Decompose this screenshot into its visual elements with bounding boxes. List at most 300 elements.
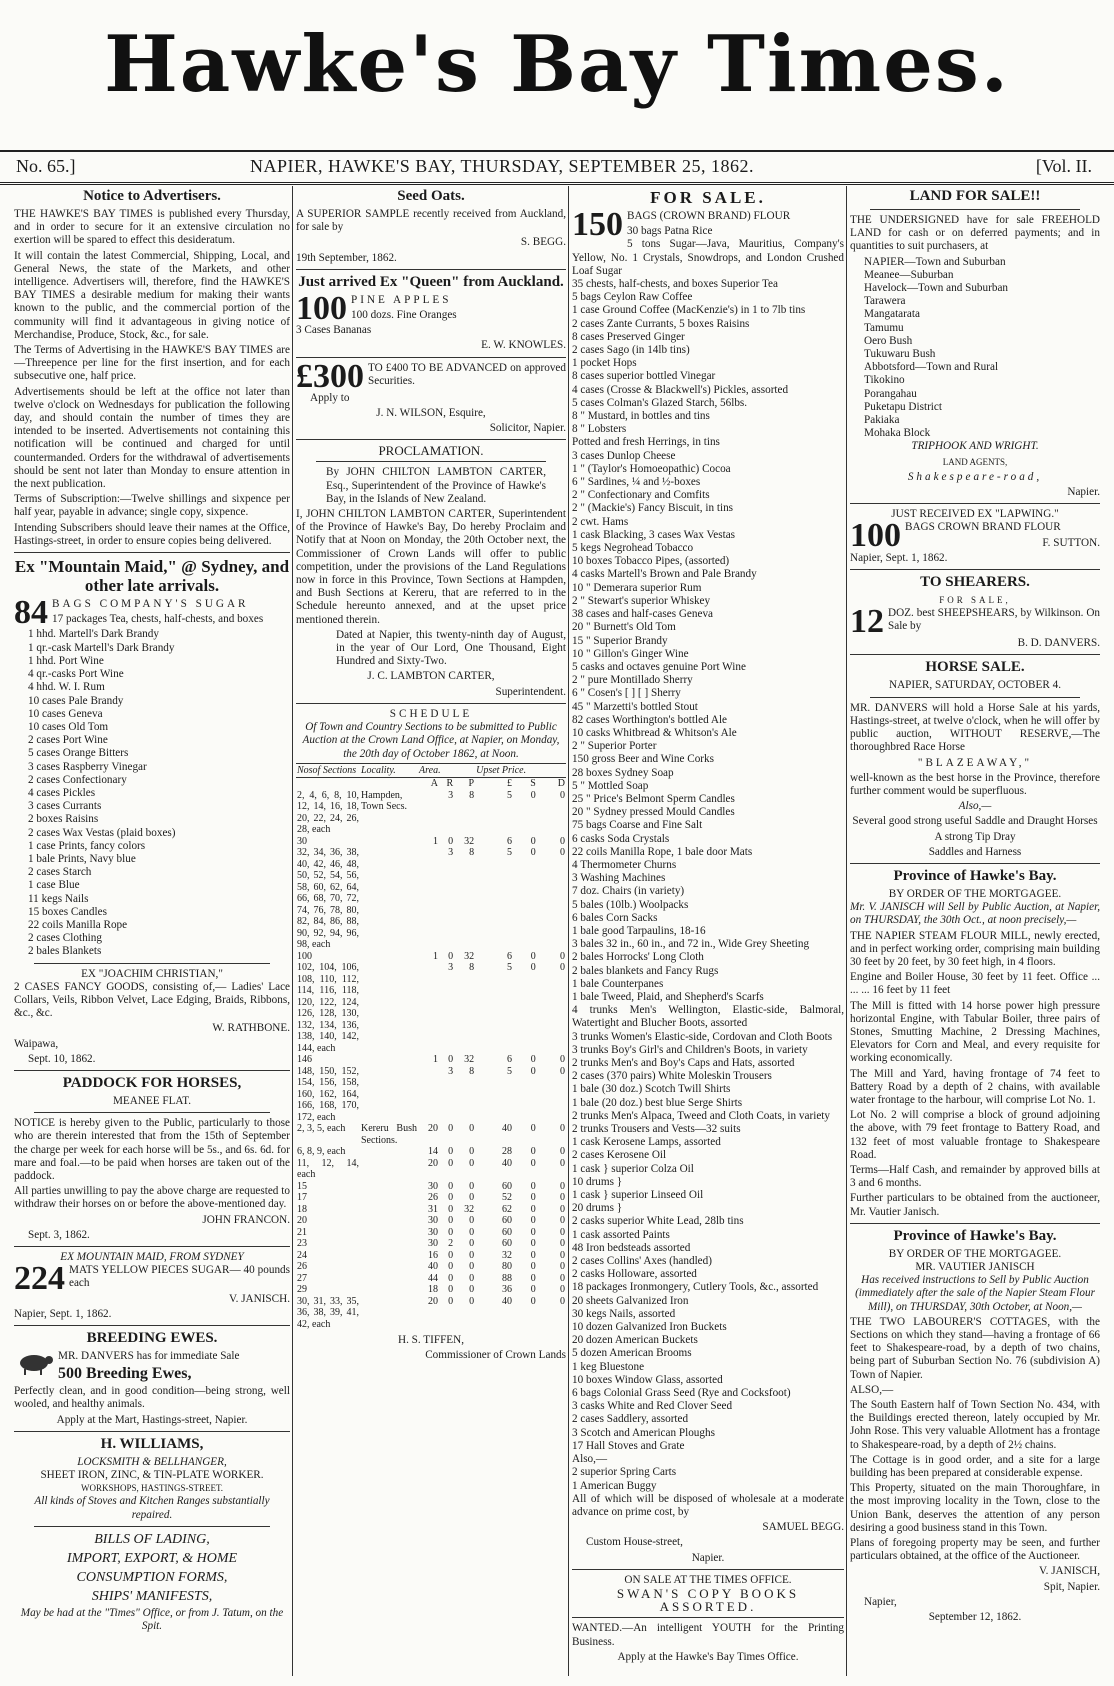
schedule-cell-r: 0 (448, 950, 454, 962)
schedule-cell-d: 0 (560, 1284, 565, 1296)
table-row (296, 1296, 566, 1331)
list-item: 2 " pure Montillado Sherry (572, 674, 693, 687)
list-item: 1 American Buggy (572, 1479, 657, 1492)
list-item: 2 cases Collins' Axes (handled) (572, 1255, 712, 1268)
schedule-cell-p: 8 (469, 1065, 475, 1077)
list-item: 2 bales Horrocks' Long Cloth (572, 951, 704, 964)
seed-body: A SUPERIOR SAMPLE recently received from Auckland, for sale by (296, 208, 566, 234)
list-item: 5 kegs Negrohead Tobacco (572, 542, 694, 555)
schedule-cell-s: 0 (530, 1226, 536, 1238)
jc-date: Sept. 10, 1862. (28, 1052, 96, 1065)
list-item: 1 bale (30 doz.) Scotch Twill Shirts (572, 1083, 731, 1096)
schedule-cell-sec: 11, 12, 14, each (297, 1157, 359, 1181)
province-2-paragraph: Plans of foregoing property may be seen, and further particulars obtained, at the office of the Auctioneer. (850, 1537, 1100, 1563)
list-item: 28 boxes Sydney Soap (572, 766, 674, 779)
hw-sub: LOCKSMITH & BELLHANGER, (77, 1455, 227, 1468)
list-item: 4 hhd. W. I. Rum (28, 681, 105, 694)
province-2-body (850, 1316, 1100, 1564)
list-item: 6 casks Soda Crystals (572, 832, 670, 845)
province-1-intro: Mr. V. JANISCH will Sell by Public Auction, at Napier, on THURSDAY, the 30th Oct., at noon precisely,— (850, 901, 1100, 927)
schedule-cell-l: 6 (506, 1054, 512, 1066)
paddock-sign: JOHN FRANCON. (202, 1213, 290, 1226)
table-row (296, 1284, 566, 1296)
lapwing-date: Napier, Sept. 1, 1862. (850, 551, 948, 564)
queen-sign: E. W. KNOWLES. (481, 339, 566, 352)
list-item: 2 " Superior Porter (572, 740, 657, 753)
list-item: 150 gross Beer and Wine Corks (572, 753, 714, 766)
ex-mountain-maid-title: Ex "Mountain Maid," @ Sydney, and other late arrivals. (14, 557, 290, 596)
list-item: 2 casks superior White Lead, 28lb tins (572, 1215, 744, 1228)
schedule-cell-l: 5 (506, 847, 512, 859)
schedule-cell-a (418, 962, 439, 1054)
schedule-cell-a: 31 (427, 1203, 438, 1215)
list-item: 2 cases Kerosene Oil (572, 1149, 667, 1162)
horse-sale-body-4: A strong Tip Dray (934, 830, 1016, 843)
column-3 (572, 186, 844, 1676)
ex-first-line: BAGS COMPANY'S SUGAR (52, 598, 249, 611)
land-place: Oero Bush (864, 334, 913, 347)
schedule-cell-a: 20 (427, 1123, 438, 1135)
list-item: 1 hhd. Martell's Dark Brandy (28, 628, 159, 641)
province-2-sub: BY ORDER OF THE MORTGAGEE. (888, 1247, 1062, 1260)
list-item: 6 " Sardines, ¼ and ½-boxes (572, 476, 701, 489)
notice-paragraph: The Terms of Advertising in the HAWKE'S BAY TIMES are—Threepence per line for the first insertion, and for each subsecutive one, half price. (14, 344, 290, 383)
unit-s: S (530, 778, 536, 790)
list-item: 82 cases Worthington's bottled Ale (572, 713, 728, 726)
schedule-cell-loc (360, 1227, 418, 1239)
schedule-cell-loc (360, 951, 418, 963)
list-item: 15 " Superior Brandy (572, 634, 668, 647)
schedule-cell-p: 32 (464, 1203, 475, 1215)
schedule-cell-sec: 17 (297, 1192, 307, 1204)
schedule-cell-s: 0 (530, 1157, 536, 1169)
bills-line: CONSUMPTION FORMS, (76, 1569, 228, 1585)
list-item: 5 cases Colman's Glazed Starch, 56lbs. (572, 396, 748, 409)
list-item: 3 cases Dunlop Cheese (572, 449, 676, 462)
schedule-cell-p: 32 (464, 950, 475, 962)
province-1-paragraph: Lot No. 2 will comprise a block of ground adjoining the above, with 79 feet frontage to Battery Road, and 132 feet of most valuable frontage to Shakespeare Road. (850, 1109, 1100, 1161)
table-row (296, 1066, 566, 1124)
list-item: 1 keg Bluestone (572, 1360, 645, 1373)
seed-title: Seed Oats. (397, 188, 465, 204)
notice-title: Notice to Advertisers. (83, 188, 221, 204)
schedule-cell-loc (360, 1215, 418, 1227)
bills-line: IMPORT, EXPORT, & HOME (66, 1550, 238, 1566)
table-row (296, 1238, 566, 1250)
province-2-title: Province of Hawke's Bay. (893, 1227, 1057, 1244)
schedule-cell-r: 0 (448, 1054, 454, 1066)
list-item: 2 cases Sago (in 14lb tins) (572, 344, 690, 357)
ex-big-number: 84 (14, 594, 48, 632)
list-item: 1 pocket Hops (572, 357, 637, 370)
loan-sign-2: Solicitor, Napier. (489, 422, 566, 435)
list-item: 10 drums } (572, 1175, 623, 1188)
schedule-cell-sec: 23 (297, 1238, 307, 1250)
list-item: 2 casks Holloware, assorted (572, 1268, 697, 1281)
schedule-cell-sec: 18 (297, 1203, 307, 1215)
list-item: 10 " Gillon's Ginger Wine (572, 647, 689, 660)
jc-place: Waipawa, (14, 1037, 59, 1050)
list-item: 20 sheets Galvanized Iron (572, 1294, 689, 1307)
schedule-cell-s: 0 (530, 847, 536, 859)
column-4 (850, 186, 1100, 1676)
schedule-cell-sec: 30 (297, 835, 307, 847)
unit-p: P (468, 778, 475, 790)
schedule-cell-loc (360, 1146, 418, 1158)
list-item: 22 coils Manilla Rope, 1 bale door Mats (572, 845, 753, 858)
for-sale-title: FOR SALE. (650, 188, 766, 207)
list-item: 5 bales (10lb.) Woolpacks (572, 898, 689, 911)
list-item: 1 cask assorted Paints (572, 1228, 670, 1241)
paddock-date: Sept. 3, 1862. (28, 1228, 90, 1241)
wanted-youth: WANTED.—An intelligent YOUTH for the Printing Business. (572, 1622, 844, 1648)
sale-outro: All of which will be disposed of wholesale at a moderate advance on prime cost, by (572, 1492, 844, 1518)
schedule-cell-loc (360, 1054, 418, 1066)
notice-body (14, 208, 290, 548)
list-item: 22 coils Manilla Rope (28, 918, 128, 931)
table-row (296, 1204, 566, 1216)
list-item: 3 bales 32 in., 60 in., and 72 in., Wide Grey Sheeting (572, 938, 810, 951)
list-item: 75 bags Coarse and Fine Salt (572, 819, 703, 832)
schedule-cell-l: 88 (501, 1272, 512, 1284)
land-title: LAND FOR SALE!! (909, 188, 1041, 204)
schedule-cell-r: 0 (448, 1226, 454, 1238)
list-item: 10 boxes Window Glass, assorted (572, 1373, 723, 1386)
schedule-cell-r: 0 (448, 1203, 454, 1215)
table-row (296, 1227, 566, 1239)
schedule-cell-s: 0 (530, 1238, 536, 1250)
list-item: 20 " Sydney pressed Mould Candles (572, 806, 735, 819)
list-item: 2 cases (370 pairs) White Moleskin Trousers (572, 1070, 772, 1083)
schedule-cell-sec: 102, 104, 106, 108, 110, 112, 114, 116, 118, 120, 122, 124, 126, 128, 130, 132, 134, 136, 138, 140, 142, 144, each (297, 962, 359, 1054)
schedule-cell-l: 5 (506, 1065, 512, 1077)
schedule-cell-s: 0 (530, 1180, 536, 1192)
schedule-cell-d: 0 (560, 1180, 565, 1192)
lapwing-big-number: 100 (850, 517, 901, 555)
jc-title: EX "JOACHIM CHRISTIAN," (81, 967, 223, 980)
schedule-cell-loc (360, 1204, 418, 1216)
list-item: 1 qr.-cask Martell's Dark Brandy (28, 641, 175, 654)
schedule-cell-r: 0 (448, 1180, 454, 1192)
schedule-cell-d: 0 (560, 1192, 565, 1204)
list-item: 4 cases (Crosse & Blackwell's) Pickles, assorted (572, 383, 789, 396)
schedule-cell-sec: 26 (297, 1261, 307, 1273)
bills-note: May be had at the "Times" Office, or from J. Tatum, on the Spit. (20, 1606, 284, 1633)
list-item: 1 bale Counterpanes (572, 977, 664, 990)
list-item: 8 " Mustard, in bottles and tins (572, 410, 710, 423)
list-item: 1 cask Blacking, 3 cases Wax Vestas (572, 528, 736, 541)
schedule-cell-l: 28 (501, 1146, 512, 1158)
land-place: Meanee—Suburban (864, 268, 954, 281)
schedule-cell-a: 18 (427, 1284, 438, 1296)
proclamation-dated: Dated at Napier, this twenty-ninth day of August, in the year of Our Lord, One Thousand, Eight Hundred and Sixty-Two. (336, 628, 566, 668)
table-row (296, 847, 566, 951)
schedule-cell-d: 0 (560, 1203, 565, 1215)
schedule-cell-loc (360, 962, 418, 1054)
schedule-cell-loc (360, 847, 418, 951)
list-item: 1 case Blue (28, 879, 80, 892)
list-item: 10 cases Pale Brandy (28, 694, 124, 707)
land-place: Havelock—Town and Suburban (864, 282, 1008, 295)
list-item: 2 " (Mackie's) Fancy Biscuit, in tins (572, 502, 734, 515)
list-item: 20 drums } (572, 1202, 623, 1215)
bills-line: BILLS OF LADING, (94, 1531, 210, 1547)
notice-paragraph: THE HAWKE'S BAY TIMES is published every Thursday, and in order to secure for it an extensive circulation no exertion will be spared to effect this desideratum. (14, 208, 290, 247)
hw-trade: SHEET IRON, ZINC, & TIN-PLATE WORKER. (40, 1469, 264, 1482)
province-1-paragraph: Engine and Boiler House, 30 feet by 11 feet. Office ... ... ... 16 feet by 11 feet (850, 971, 1100, 997)
table-row (296, 1261, 566, 1273)
schedule-cell-a (418, 847, 439, 951)
schedule-cell-r: 0 (448, 1157, 454, 1169)
land-place: Porangahau (864, 387, 917, 400)
schedule-cell-s: 0 (530, 789, 536, 801)
table-row (296, 836, 566, 848)
schedule-cell-loc (360, 1250, 418, 1262)
table-row (296, 951, 566, 963)
dateline (0, 150, 1114, 185)
schedule-cell-sec: 29 (297, 1284, 307, 1296)
list-item: 8 " Lobsters (572, 423, 627, 436)
schedule-sign-2: Commissioner of Crown Lands (425, 1349, 566, 1362)
schedule-sign: H. S. TIFFEN, (398, 1334, 464, 1347)
table-row (296, 1250, 566, 1262)
list-item: 2 trunks Trousers and Vests—32 suits (572, 1123, 741, 1136)
list-item: 15 boxes Candles (28, 905, 107, 918)
schedule-cell-s: 0 (530, 1123, 536, 1135)
schedule-cell-sec: 6, 8, 9, each (297, 1146, 346, 1158)
list-item: 30 kegs Nails, assorted (572, 1307, 676, 1320)
land-place: Tikokino (864, 374, 905, 387)
schedule-cell-l: 32 (501, 1249, 512, 1261)
schedule-cell-p: 0 (469, 1157, 475, 1169)
schedule-cell-sec: 20 (297, 1215, 307, 1227)
schedule-cell-p: 0 (469, 1272, 475, 1284)
schedule-cell-r: 3 (448, 1065, 454, 1077)
schedule-cell-a: 1 (432, 1054, 438, 1066)
schedule-cell-p: 0 (469, 1261, 475, 1273)
list-item: 1 bale Tweed, Plaid, and Shepherd's Scarfs (572, 990, 764, 1003)
schedule-cell-a (418, 1066, 439, 1124)
lapwing-sign: F. SUTTON. (1042, 536, 1100, 549)
list-item: 2 trunks Men's Alpaca, Tweed and Cloth Coats, in variety (572, 1109, 830, 1122)
sale-first-line: BAGS (CROWN BRAND) FLOUR (627, 210, 791, 222)
schedule-cell-loc (360, 836, 418, 848)
schedule-cell-r: 0 (448, 1215, 454, 1227)
list-item: 3 casks White and Red Clover Seed (572, 1400, 733, 1413)
list-item: 45 " Marzetti's bottled Stout (572, 700, 698, 713)
schedule-cell-l: 5 (506, 789, 512, 801)
schedule-cell-r: 0 (448, 1146, 454, 1158)
schedule-cell-a: 40 (427, 1261, 438, 1273)
list-item: 6 " Cosen's [ ] [ ] Sherry (572, 687, 681, 700)
list-item: 10 casks Whitbread & Whitson's Ale (572, 726, 737, 739)
schedule-cell-d: 0 (560, 1054, 565, 1066)
table-row (296, 1146, 566, 1158)
province-1-paragraph: Further particulars to be obtained from the auctioneer, Mr. Vautier Janisch. (850, 1192, 1100, 1218)
list-item: 2 cases Starch (28, 866, 92, 879)
schedule-subtitle: Of Town and Country Sections to be submitted to Public Auction at the Crown Land Office, at Napier, on Monday, the 20th day of October 1862, at Noon. (302, 721, 560, 760)
schedule-cell-a: 30 (427, 1226, 438, 1238)
schedule-cell-sec: 2, 4, 6, 8, 10, 12, 14, 16, 18, 20, 22, 24, 26, 28, each (297, 789, 359, 836)
table-row (296, 1123, 566, 1146)
schedule-cell-r: 3 (448, 847, 454, 859)
schedule-cell-sec: 148, 150, 152, 154, 156, 158, 160, 162, 164, 166, 168, 170, 172, each (297, 1065, 359, 1123)
schedule-cell-d: 0 (560, 1065, 565, 1077)
paddock-body (14, 1117, 290, 1211)
schedule-cell-a: 20 (427, 1295, 438, 1307)
land-sign: TRIPHOOK AND WRIGHT. (911, 440, 1039, 453)
province-2-date: September 12, 1862. (928, 1611, 1022, 1624)
list-item: 8 cases superior bottled Vinegar (572, 370, 716, 383)
schedule-cell-l: 6 (506, 950, 512, 962)
schedule-cell-a: 20 (427, 1157, 438, 1169)
queen-line-2: 100 dozs. Fine Oranges (351, 309, 457, 322)
schedule-cell-p: 0 (469, 1192, 475, 1204)
list-item: 25 " Price's Belmont Sperm Candles (572, 792, 735, 805)
schedule-cell-r: 0 (448, 1261, 454, 1273)
land-addr: Shakespeare-road, (907, 470, 1043, 483)
schedule-cell-loc (360, 1192, 418, 1204)
proclamation-by: By JOHN CHILTON LAMBTON CARTER, Esq., Superintendent of the Province of Hawke's Bay, in the Islands of New Zealand. (326, 466, 546, 505)
schedule-cell-l: 40 (501, 1123, 512, 1135)
schedule-cell-d: 0 (560, 1295, 565, 1307)
schedule-cell-d: 0 (560, 1272, 565, 1284)
schedule-cell-a (418, 790, 439, 836)
horse-sale-sub: NAPIER, SATURDAY, OCTOBER 4. (889, 679, 1061, 692)
list-item: 20 dozen American Buckets (572, 1334, 698, 1347)
schedule-cell-a: 1 (432, 950, 438, 962)
schedule-cell-d: 0 (560, 1261, 565, 1273)
list-item: 48 Iron bedsteads assorted (572, 1241, 691, 1254)
schedule-cell-d: 0 (560, 950, 565, 962)
list-item: 2 " Confectionary and Comfits (572, 489, 710, 502)
queen-title: Just arrived Ex "Queen" from Auckland. (298, 273, 564, 290)
horse-sale-body: MR. DANVERS will hold a Horse Sale at his yards, Hastings-street, at twelve o'clock, when he will offer by public auction, WITHOUT RESERVE,—The thoroughbred Race Horse (850, 701, 1100, 754)
list-item: 5 dozen American Brooms (572, 1347, 692, 1360)
schedule-cell-a: 44 (427, 1272, 438, 1284)
schedule-cell-l: 60 (501, 1215, 512, 1227)
schedule-cell-l: 60 (501, 1180, 512, 1192)
land-place: Mohaka Block (864, 427, 931, 440)
schedule-cell-d: 0 (560, 1123, 565, 1135)
ewes-big: 500 Breeding Ewes, (58, 1365, 192, 1383)
land-place: Tukuwaru Bush (864, 348, 936, 361)
list-item: 5 cases Orange Bitters (28, 747, 129, 760)
volume-number: [Vol. II. (1035, 156, 1092, 176)
schedule-cell-p: 0 (469, 1295, 475, 1307)
list-item: 10 dozen Galvanized Iron Buckets (572, 1321, 727, 1334)
list-item: 4 casks Martell's Brown and Pale Brandy (572, 568, 757, 581)
mm-title: EX MOUNTAIN MAID, FROM SYDNEY (60, 1251, 244, 1264)
schedule-cell-d: 0 (560, 1146, 565, 1158)
schedule-cell-s: 0 (530, 962, 536, 974)
schedule-cell-r: 0 (448, 835, 454, 847)
schedule-cell-a: 16 (427, 1249, 438, 1261)
schedule-header-locality: Locality. (360, 763, 418, 778)
land-place: Puketapu District (864, 400, 942, 413)
schedule-cell-s: 0 (530, 1295, 536, 1307)
list-item: 20 " Burnett's Old Tom (572, 621, 676, 634)
horse-name: "BLAZEAWAY," (917, 756, 1033, 769)
queen-big-number: 100 (296, 289, 347, 327)
notice-paragraph: Intending Subscribers should leave their names at the Office, Hastings-street, in order to ensure copies being delivered. (14, 521, 290, 547)
hw-title: H. WILLIAMS, (100, 1435, 204, 1452)
schedule-cell-d: 0 (560, 847, 565, 859)
jc-body: 2 CASES FANCY GOODS, consisting of,— Ladies' Lace Collars, Veils, Ribbon Velvet, Lace Edging, Braids, Ribbons, &c., &c. (14, 980, 290, 1020)
list-item: 2 bales blankets and Fancy Rugs (572, 964, 719, 977)
queen-line-3: 3 Cases Bananas (296, 324, 372, 337)
list-item: 6 bales Corn Sacks (572, 911, 658, 924)
schedule-cell-sec: 21 (297, 1226, 307, 1238)
land-place: Pakiaka (864, 414, 900, 427)
list-item: 35 chests, half-chests, and boxes Superior Tea (572, 278, 778, 291)
column-2 (296, 186, 566, 1676)
province-2-sign: V. JANISCH, (1038, 1565, 1100, 1578)
list-item: 3 trunks Boy's Girl's and Children's Boots, in variety (572, 1043, 808, 1056)
province-2-name: MR. VAUTIER JANISCH (915, 1261, 1035, 1273)
list-item: 5 tons Sugar—Java, Mauritius, Company's Yellow, No. 1 Crystals, Snowdrops, and London Crushed Loaf Sugar (572, 238, 844, 277)
schedule-cell-r: 2 (448, 1238, 454, 1250)
schedule-cell-s: 0 (530, 1203, 536, 1215)
province-2-paragraph: The South Eastern half of Town Section No. 434, with the Buildings erected thereon, lately occupied by Mr. John Rose. This very valuable Allotment has a frontage to Shakespeare-road, by a depth of 2½ chains. (850, 1399, 1100, 1451)
province-1-paragraph: THE NAPIER STEAM FLOUR MILL, newly erected, and in perfect working order, comprising main building 30 feet by 20 feet, by 30 feet high, in 4 floors. (850, 929, 1100, 968)
notice-paragraph: Advertisements should be left at the office not later than twelve o'clock on Wednesdays for publication the following day, and should contain the number of times they are intended to be inserted. Advertisements not containing this notification will be continued and charged for until countermanded. Orders for the withdrawal of advertisements should be sent not later than Monday to ensure attention in the next publication. (14, 385, 290, 491)
times-office-title: ON SALE AT THE TIMES OFFICE. (624, 1573, 792, 1586)
sale-items-list (572, 225, 844, 1493)
bills-line: SHIPS' MANIFESTS, (91, 1588, 213, 1604)
list-item: 5 bags Ceylon Raw Coffee (572, 291, 693, 304)
schedule-cell-loc (360, 1181, 418, 1193)
list-item: 2 cases Port Wine (28, 734, 108, 747)
lapwing-body: BAGS CROWN BRAND FLOUR (905, 521, 1061, 534)
paddock-title: PADDOCK FOR HORSES, (62, 1074, 242, 1091)
province-1-title: Province of Hawke's Bay. (893, 867, 1057, 884)
schedule-cell-s: 0 (530, 1065, 536, 1077)
province-1-body (850, 930, 1100, 1219)
land-body: THE UNDERSIGNED have for sale FREEHOLD LAND for cash or on deferred payments; and in quantities to suit purchasers, at (850, 214, 1100, 253)
column-rule (846, 186, 847, 1676)
schedule-cell-loc: Hampden, Town Secs. (361, 789, 407, 813)
schedule-cell-s: 0 (530, 1192, 536, 1204)
list-item: 2 cases Clothing (28, 932, 102, 945)
schedule-cell-l: 80 (501, 1261, 512, 1273)
shearers-body: DOZ. best SHEEPSHEARS, by Wilkinson. On Sale by (888, 607, 1100, 633)
province-2-paragraph: This Property, situated on the main Thoroughfare, in the most improving locality in the Town, close to the Union Bank, deserves the attention of any person desiring a good business stand in this Town. (850, 1482, 1100, 1534)
schedule-cell-d: 0 (560, 789, 565, 801)
schedule-cell-d: 0 (560, 1238, 565, 1250)
schedule-cell-loc (360, 1066, 418, 1124)
schedule-cell-loc: Kereru Bush Sections. (361, 1123, 417, 1146)
schedule-cell-l: 36 (501, 1284, 512, 1296)
schedule-cell-p: 8 (469, 962, 475, 974)
column-1 (14, 186, 290, 1676)
list-item: Potted and fresh Herrings, in tins (572, 436, 720, 449)
schedule-cell-sec: 24 (297, 1249, 307, 1261)
ewes-body2: Perfectly clean, and in good condition—being strong, well wooled, and healthy animals. (14, 1385, 290, 1411)
land-place: Tarawera (864, 295, 906, 308)
schedule-cell-l: 40 (501, 1295, 512, 1307)
schedule-cell-s: 0 (530, 1284, 536, 1296)
schedule-cell-s: 0 (530, 835, 536, 847)
schedule-cell-a: 14 (427, 1146, 438, 1158)
list-item: 2 cases Zante Currants, 5 boxes Raisins (572, 317, 750, 330)
list-item: 17 Hall Stoves and Grate (572, 1439, 685, 1452)
schedule-cell-l: 40 (501, 1157, 512, 1169)
schedule-cell-l: 60 (501, 1226, 512, 1238)
land-place: NAPIER—Town and Suburban (864, 255, 1006, 268)
horse-also: Also,— (958, 800, 992, 813)
schedule-cell-l: 62 (501, 1203, 512, 1215)
